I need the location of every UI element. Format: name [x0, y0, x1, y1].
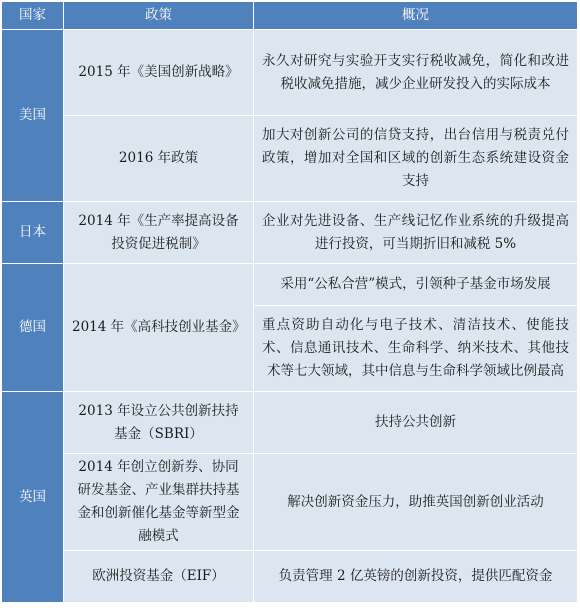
policy-cell: 2014 年《高科技创业基金》: [64, 264, 254, 392]
table-row: [2, 202, 578, 264]
overview-cell: 负责管理 2 亿英镑的创新投资，提供匹配资金: [254, 551, 578, 603]
country-cell-us: 美国: [2, 30, 64, 202]
overview-cell: 扶持公共创新: [254, 392, 578, 454]
table-row: [2, 264, 578, 306]
country-cell-de: 德国: [2, 264, 64, 392]
country-cell-uk: 英国: [2, 392, 64, 603]
header-policy: 政策: [64, 2, 254, 30]
policy-cell: 2014 年创立创新券、协同研发基金、产业集群扶持基金和创新催化基金等新型金融模式: [64, 454, 254, 551]
table-row: [2, 454, 578, 551]
overview-cell: 企业对先进设备、生产线记忆作业系统的升级提高进行投资，可当期折旧和减税 5%: [254, 202, 578, 264]
header-overview: 概况: [254, 2, 578, 30]
country-cell-jp: 日本: [2, 202, 64, 264]
policy-cell: 欧洲投资基金（EIF）: [64, 551, 254, 603]
overview-cell: 解决创新资金压力，助推英国创新创业活动: [254, 454, 578, 551]
overview-cell: 加大对创新公司的信贷支持，出台信用与税责兑付政策，增加对全国和区域的创新生态系统建设资金支持: [254, 116, 578, 202]
overview-cell: 永久对研究与实验开支实行税收减免，简化和改进税收减免措施，减少企业研发投入的实际成本: [254, 30, 578, 116]
table-row: [2, 392, 578, 454]
header-country: 国家: [2, 2, 64, 30]
policy-cell: 2015 年《美国创新战略》: [64, 30, 254, 116]
table-row: [2, 551, 578, 603]
policy-cell: 2013 年设立公共创新扶持基金（SBRI）: [64, 392, 254, 454]
overview-cell: 重点资助自动化与电子技术、清洁技术、使能技术、信息通讯技术、生命科学、纳米技术、其他技术等七大领域，其中信息与生命科学领域比例最高: [254, 306, 578, 392]
header-row: [2, 2, 578, 30]
policy-cell: 2014 年《生产率提高设备投资促进税制》: [64, 202, 254, 264]
table-row: [2, 30, 578, 116]
policy-cell: 2016 年政策: [64, 116, 254, 202]
policy-table: [1, 1, 578, 603]
overview-cell: 采用“公私合营”模式，引领种子基金市场发展: [254, 264, 578, 306]
table-row: [2, 116, 578, 202]
